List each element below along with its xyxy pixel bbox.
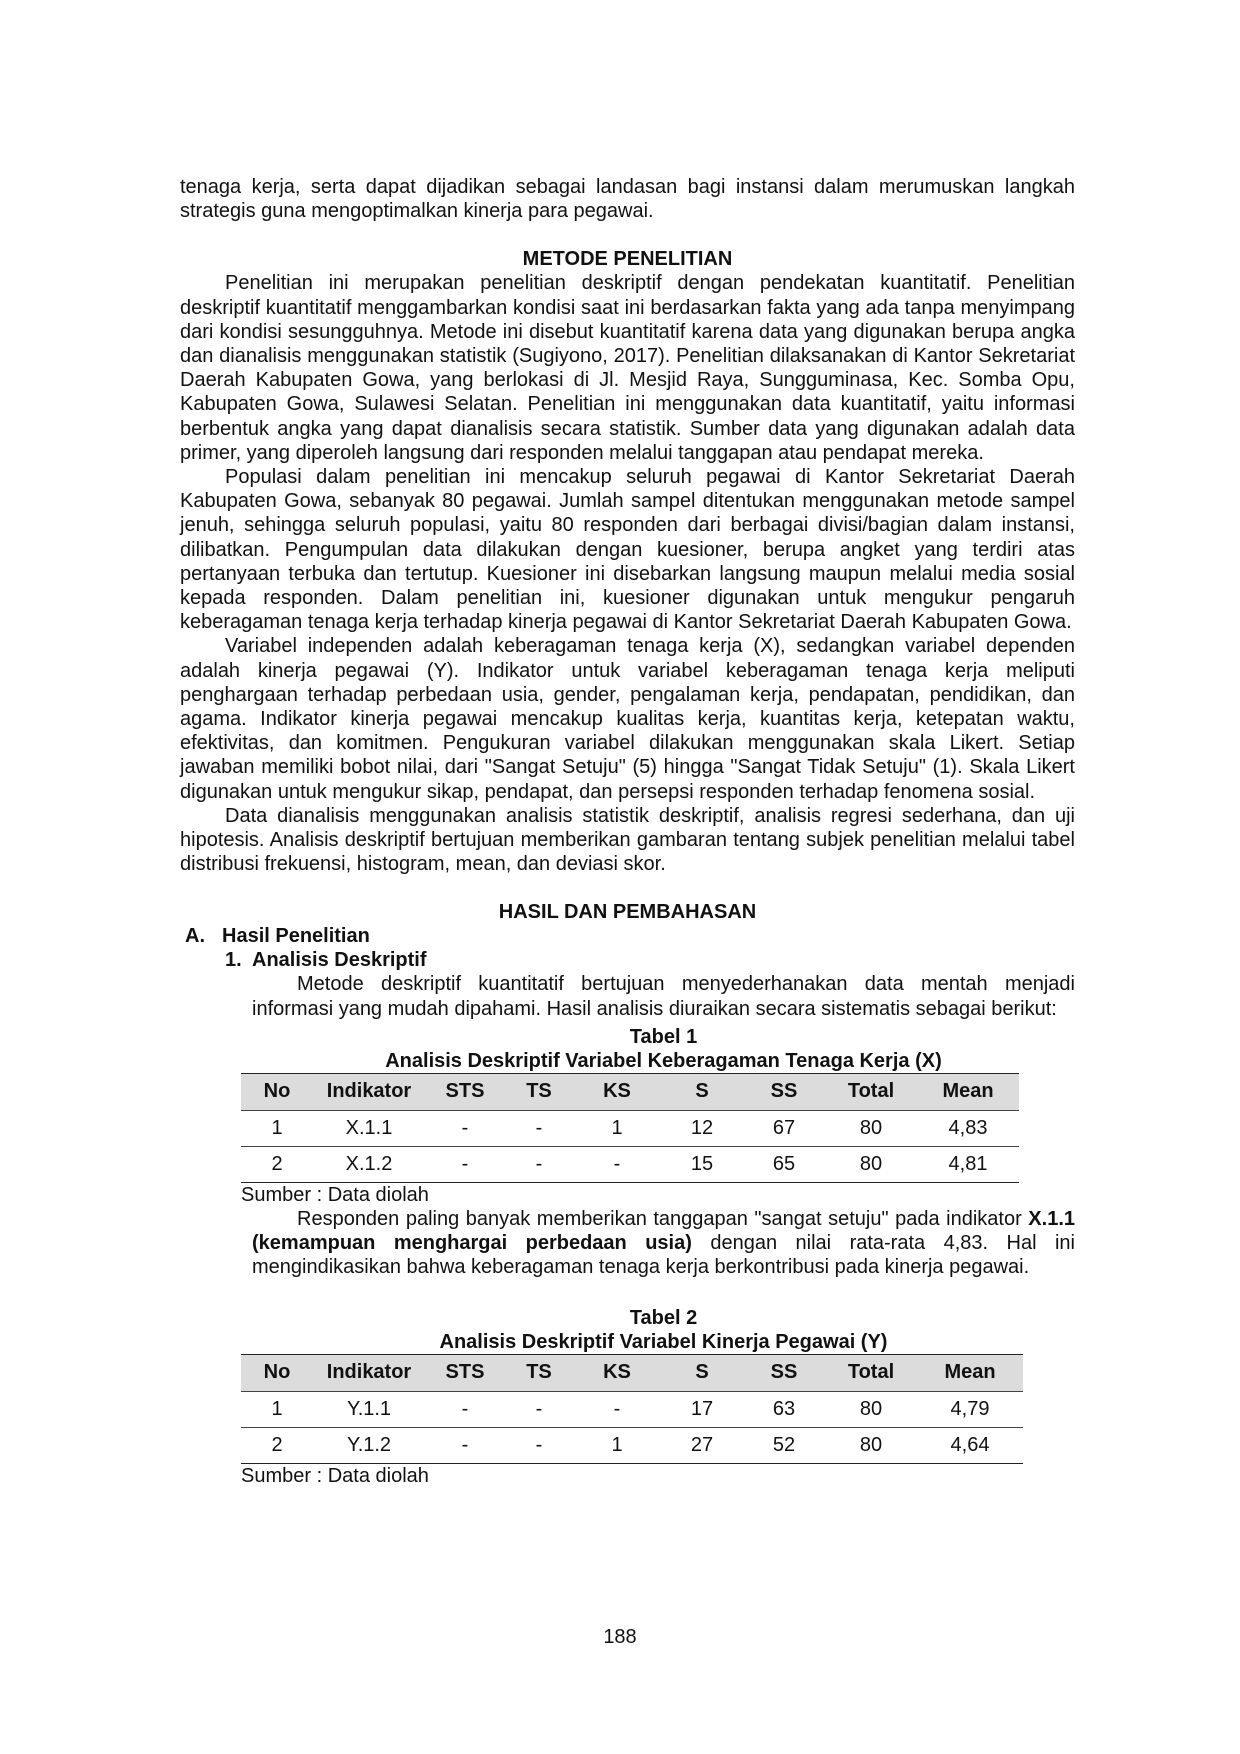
subheading-a-label: A. bbox=[185, 925, 205, 948]
table2-cell: 17 bbox=[661, 1391, 743, 1427]
table2-cell: Y.1.1 bbox=[313, 1391, 425, 1427]
table2-title: Analisis Deskriptif Variabel Kinerja Pegawai (Y) bbox=[439, 1330, 888, 1353]
table2-cell: - bbox=[425, 1427, 505, 1463]
subheading-1-title: Analisis Deskriptif bbox=[252, 949, 427, 972]
table2-header-cell: KS bbox=[573, 1354, 661, 1391]
table1-cell: 67 bbox=[743, 1110, 825, 1146]
table2-header-cell: SS bbox=[743, 1354, 825, 1391]
table2-cell: 52 bbox=[743, 1427, 825, 1463]
analisis-deskriptif-section bbox=[241, 972, 1075, 1487]
table1-header-cell: KS bbox=[573, 1073, 661, 1110]
table1-cell: 4,83 bbox=[917, 1110, 1019, 1146]
table1-header-cell: Mean bbox=[917, 1073, 1019, 1110]
subheading-1-label: 1. bbox=[225, 949, 242, 972]
page-content bbox=[180, 175, 1075, 1488]
discussion-text-bold: X.1.1 (kemampuan menghargai perbedaan usia) bbox=[252, 1207, 1075, 1255]
table2-header-cell: Mean bbox=[917, 1354, 1023, 1391]
table2-header-cell: S bbox=[661, 1354, 743, 1391]
table2-label: Tabel 2 bbox=[629, 1306, 698, 1329]
table1-cell: 12 bbox=[661, 1110, 743, 1146]
table2-cell: - bbox=[573, 1391, 661, 1427]
table2-cell: - bbox=[505, 1391, 573, 1427]
page-number: 188 bbox=[603, 1626, 637, 1648]
table1-cell: - bbox=[573, 1146, 661, 1182]
table1-cell: X.1.2 bbox=[313, 1146, 425, 1182]
table1-header-cell: SS bbox=[743, 1073, 825, 1110]
table2-cell: 4,64 bbox=[917, 1427, 1023, 1463]
table1-header-row bbox=[241, 1073, 1019, 1110]
table1-cell: 1 bbox=[573, 1110, 661, 1146]
table1-header-cell: No bbox=[241, 1073, 313, 1110]
table2-cell: 1 bbox=[573, 1427, 661, 1463]
table1-cell: - bbox=[505, 1110, 573, 1146]
metode-paragraph-4: Data dianalisis menggunakan analisis statistik deskriptif, analisis regresi sederhana, dan uji hipotesis. Analisis deskriptif bertujuan memberikan gambaran tentang subjek penelitian melalui tabel distribusi frekuensi, histogram, mean, dan deviasi skor. bbox=[180, 804, 1075, 876]
table1-header-cell: Total bbox=[825, 1073, 917, 1110]
table2-cell: 63 bbox=[743, 1391, 825, 1427]
table2-header-cell: Total bbox=[825, 1354, 917, 1391]
table2-cell: 80 bbox=[825, 1427, 917, 1463]
table1-cell: - bbox=[425, 1146, 505, 1182]
table1-cell: 65 bbox=[743, 1146, 825, 1182]
table2-header-cell: Indikator bbox=[313, 1354, 425, 1391]
table2 bbox=[241, 1354, 1023, 1464]
table1-row bbox=[241, 1146, 1019, 1182]
table1-header-cell: Indikator bbox=[313, 1073, 425, 1110]
table1-label: Tabel 1 bbox=[629, 1025, 698, 1048]
table2-cell: 80 bbox=[825, 1391, 917, 1427]
table2-cell: - bbox=[425, 1391, 505, 1427]
table1-cell: 4,81 bbox=[917, 1146, 1019, 1182]
subheading-1 bbox=[225, 948, 1075, 972]
table1-row bbox=[241, 1110, 1019, 1146]
table2-cell: 4,79 bbox=[917, 1391, 1023, 1427]
subheading-a-title: Hasil Penelitian bbox=[222, 925, 370, 948]
table2-source: Sumber : Data diolah bbox=[241, 1464, 429, 1487]
metode-paragraph-2: Populasi dalam penelitian ini mencakup seluruh pegawai di Kantor Sekretariat Daerah Kabupaten Gowa, sebanyak 80 pegawai. Jumlah sampel ditentukan menggunakan metode sampel jenuh, sehingga seluruh populasi, yaitu 80 responden dari berbagai divisi/bagian dalam instansi, dilibatkan. Pengumpulan data dilakukan dengan kuesioner, berupa angket yang terdiri atas pertanyaan terbuka dan tertutup. Kuesioner ini disebarkan langsung maupun melalui media sosial kepada responden. Dalam penelitian ini, kuesioner digunakan untuk mengukur pengaruh keberagaman tenaga kerja terhadap kinerja pegawai di Kantor Sekretariat Daerah Kabupaten Gowa. bbox=[180, 466, 1075, 634]
table1-cell: 15 bbox=[661, 1146, 743, 1182]
table1-cell: 2 bbox=[241, 1146, 313, 1182]
table2-header-cell: TS bbox=[505, 1354, 573, 1391]
table1-cell: - bbox=[425, 1110, 505, 1146]
table1-cell: X.1.1 bbox=[313, 1110, 425, 1146]
intro-continuation: tenaga kerja, serta dapat dijadikan sebagai landasan bagi instansi dalam merumuskan langkah strategis guna mengoptimalkan kinerja para pegawai. bbox=[180, 176, 1075, 223]
metode-paragraph-3: Variabel independen adalah keberagaman tenaga kerja (X), sedangkan variabel dependen adalah kinerja pegawai (Y). Indikator untuk variabel keberagaman tenaga kerja meliputi penghargaan terhadap perbedaan usia, gender, pengalaman kerja, pendapatan, pendidikan, dan agama. Indikator kinerja pegawai mencakup kualitas kerja, kuantitas kerja, ketepatan waktu, efektivitas, dan komitmen. Pengukuran variabel dilakukan menggunakan skala Likert. Setiap jawaban memiliki bobot nilai, dari "Sangat Setuju" (5) hingga "Sangat Tidak Setuju" (1). Skala Likert digunakan untuk mengukur sikap, pendapat, dan persepsi responden terhadap fenomena sosial. bbox=[180, 635, 1075, 803]
table2-cell: - bbox=[505, 1427, 573, 1463]
table2-cell: 27 bbox=[661, 1427, 743, 1463]
table2-cell: 1 bbox=[241, 1391, 313, 1427]
table1-header-cell: STS bbox=[425, 1073, 505, 1110]
hasil-intro: Metode deskriptif kuantitatif bertujuan menyederhanakan data mentah menjadi informasi yang mudah dipahami. Hasil analisis diuraikan secara sistematis sebagai berikut: bbox=[252, 973, 1075, 1020]
table1-cell: - bbox=[505, 1146, 573, 1182]
table1-header-cell: S bbox=[661, 1073, 743, 1110]
table1-discussion bbox=[252, 1207, 1075, 1280]
table1-title: Analisis Deskriptif Variabel Keberagaman Tenaga Kerja (X) bbox=[385, 1049, 942, 1072]
table2-cell: 2 bbox=[241, 1427, 313, 1463]
table2-row bbox=[241, 1391, 1023, 1427]
subheading-a bbox=[185, 924, 1075, 948]
table2-header-cell: No bbox=[241, 1354, 313, 1391]
table2-row bbox=[241, 1427, 1023, 1463]
table2-header-row bbox=[241, 1354, 1023, 1391]
table1-cell: 1 bbox=[241, 1110, 313, 1146]
table1 bbox=[241, 1073, 1019, 1183]
table1-source: Sumber : Data diolah bbox=[241, 1183, 429, 1206]
discussion-text-post: dengan nilai rata-rata 4,83. Hal ini mengindikasikan bahwa keberagaman tenaga kerja berkontribusi pada kinerja pegawai. bbox=[252, 1232, 1075, 1279]
table1-cell: 80 bbox=[825, 1146, 917, 1182]
metode-paragraph-1: Penelitian ini merupakan penelitian deskriptif dengan pendekatan kuantitatif. Penelitian deskriptif kuantitatif menggambarkan kondisi saat ini berdasarkan fakta yang ada tanpa menyimpang dari kondisi sesungguhnya. Metode ini disebut kuantitatif karena data yang digunakan berupa angka dan dianalisis menggunakan statistik (Sugiyono, 2017). Penelitian dilaksanakan di Kantor Sekretariat Daerah Kabupaten Gowa, yang berlokasi di Jl. Mesjid Raya, Sungguminasa, Kec. Somba Opu, Kabupaten Gowa, Sulawesi Selatan. Penelitian ini menggunakan data kuantitatif, yaitu informasi berbentuk angka yang dapat dianalisis secara statistik. Sumber data yang digunakan adalah data primer, yang diperoleh langsung dari responden melalui tanggapan atau pendapat mereka. bbox=[180, 272, 1075, 464]
metode-heading: METODE PENELITIAN bbox=[522, 248, 733, 271]
table2-cell: Y.1.2 bbox=[313, 1427, 425, 1463]
hasil-heading: HASIL DAN PEMBAHASAN bbox=[498, 901, 757, 924]
table1-cell: 80 bbox=[825, 1110, 917, 1146]
discussion-text-pre: Responden paling banyak memberikan tanggapan "sangat setuju" pada indikator bbox=[297, 1207, 1029, 1230]
table2-header-cell: STS bbox=[425, 1354, 505, 1391]
table1-header-cell: TS bbox=[505, 1073, 573, 1110]
